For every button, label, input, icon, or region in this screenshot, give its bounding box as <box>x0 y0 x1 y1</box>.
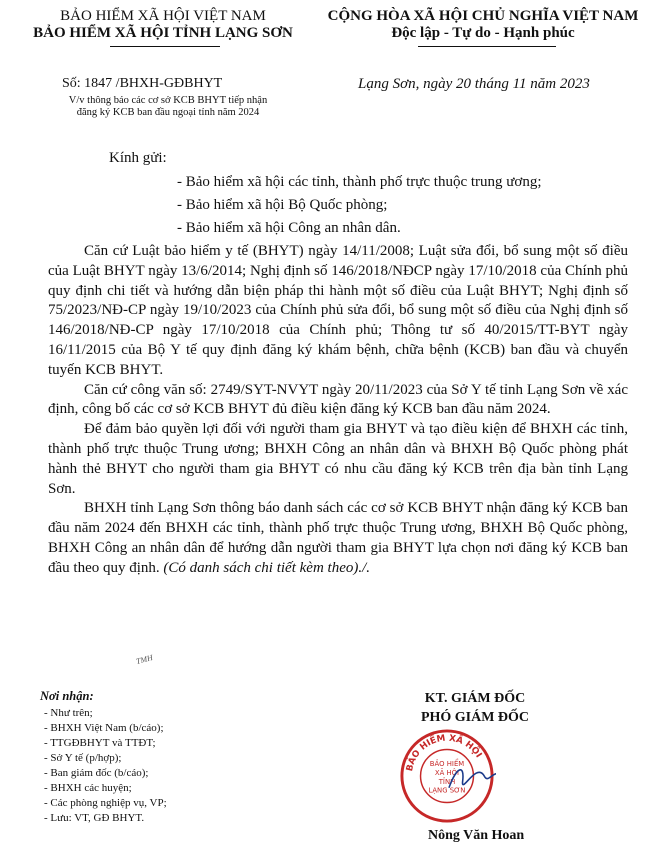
official-seal-icon <box>398 727 496 825</box>
seal-center-line: LẠNG SƠN <box>428 786 466 795</box>
nation-header <box>318 8 648 42</box>
seal-center-line: TỈNH <box>438 777 456 786</box>
signature-block <box>405 689 545 727</box>
noi-nhan-item: - Sở Y tế (p/hợp); <box>44 752 122 764</box>
noi-nhan-item: - BHXH Việt Nam (b/cáo); <box>44 722 164 734</box>
body-paragraph: Căn cứ công văn số: 2749/SYT-NVYT ngày 20/11/2023 của Sở Y tế tỉnh Lạng Sơn về xác định, công bố các cơ sở KCB BHYT đủ điều kiện đăng ký KCB ban đầu năm 2024. <box>48 381 628 418</box>
signer-name: Nông Văn Hoan <box>428 828 525 843</box>
body-paragraph-final <box>48 499 628 578</box>
body-paragraph: Để đảm bảo quyền lợi đối với người tham gia BHYT và tạo điều kiện để BHXH các tỉnh, thành phố trực thuộc Trung ương; BHXH Công an nhân dân và BHXH Bộ Quốc phòng phát hành thẻ BHYT cho người tham gia BHYT có nhu cầu đăng ký KCB trên địa bàn tỉnh Lạng Sơn. <box>48 421 628 497</box>
noi-nhan-item: - Các phòng nghiệp vụ, VP; <box>44 797 167 809</box>
recipients-list <box>177 171 542 240</box>
signature-title1: KT. GIÁM ĐỐC <box>424 691 526 706</box>
agency-line2: BẢO HIỂM XÃ HỘI TỈNH LẠNG SƠN <box>33 25 293 41</box>
nation-line2: Độc lập - Tự do - Hạnh phúc <box>391 25 575 41</box>
document-number: Số: 1847 /BHXH-GĐBHYT <box>62 76 223 91</box>
agency-line1: BẢO HIỂM XÃ HỘI VIỆT NAM <box>60 8 266 24</box>
nation-line1: CỘNG HÒA XÃ HỘI CHỦ NGHĨA VIỆT NAM <box>327 8 639 24</box>
noi-nhan-item: - BHXH các huyện; <box>44 782 132 794</box>
subject-line2: đăng ký KCB ban đầu ngoại tỉnh năm 2024 <box>76 107 260 118</box>
noi-nhan-item: - Lưu: VT, GĐ BHYT. <box>44 812 145 824</box>
agency-underline <box>110 46 220 47</box>
agency-header <box>8 8 318 42</box>
noi-nhan-item: - TTGĐBHYT và TTĐT; <box>44 737 156 749</box>
body-paragraph: Căn cứ Luật bảo hiểm y tế (BHYT) ngày 14/11/2008; Luật sửa đổi, bổ sung một số điều của Luật BHYT ngày 13/6/2014; Nghị định số 146/2018/NĐCP ngày 17/10/2018 của Chính phủ quy định chi tiết và hướng dẫn biện pháp thi hành một số điều của Luật BHYT; Nghị định số 75/2023/NĐ-CP ngày 19/10/2023 của Chính phủ sửa đổi, bổ sung một số điều của Nghị định số 146/2018/NĐ-CP ngày 17/10/2018 của Chính phủ; Thông tư số 40/2015/TT-BYT ngày 16/11/2015 của Bộ Y tế quy định đăng ký khám bệnh, chữa bệnh (KCB) ban đầu và chuyển tuyến KCB BHYT. <box>48 243 628 378</box>
seal-ring-text: BẢO HIỂM XÃ HỘI <box>405 733 484 773</box>
recipient-item: - Bảo hiểm xã hội Bộ Quốc phòng; <box>177 197 388 213</box>
subject-line1: V/v thông báo các cơ sở KCB BHYT tiếp nhận <box>68 95 268 106</box>
final-text: BHXH tỉnh Lạng Sơn thông báo danh sách các cơ sở KCB BHYT nhận đăng ký KCB ban đầu năm 2024 đến BHXH các tỉnh, thành phố trực thuộc Trung ương, BHXH Bộ Quốc phòng, BHXH Công an nhân dân để hướng dẫn người tham gia BHYT lựa chọn nơi đăng ký KCB ban đầu theo quy định. <box>48 500 628 576</box>
document-subject <box>38 95 298 119</box>
document-body <box>48 242 628 579</box>
recipient-item: - Bảo hiểm xã hội các tỉnh, thành phố trực thuộc trung ương; <box>177 174 542 190</box>
recipient-item: - Bảo hiểm xã hội Công an nhân dân. <box>177 220 401 236</box>
attachment-note: (Có danh sách chi tiết kèm theo)./. <box>163 559 371 576</box>
greeting: Kính gửi: <box>109 150 167 166</box>
signature-title2: PHÓ GIÁM ĐỐC <box>420 710 530 725</box>
noi-nhan-list <box>44 706 167 826</box>
noi-nhan-item: - Như trên; <box>44 707 93 719</box>
document-date: Lạng Sơn, ngày 20 tháng 11 năm 2023 <box>358 76 590 92</box>
noi-nhan-title: Nơi nhận: <box>40 689 94 703</box>
noi-nhan-item: - Ban giám đốc (b/cáo); <box>44 767 149 779</box>
seal-center-line: BẢO HIỂM <box>429 760 465 769</box>
initials-mark: TMH <box>135 652 154 667</box>
seal-center-line: XÃ HỘI <box>434 769 460 778</box>
nation-underline <box>418 46 556 47</box>
